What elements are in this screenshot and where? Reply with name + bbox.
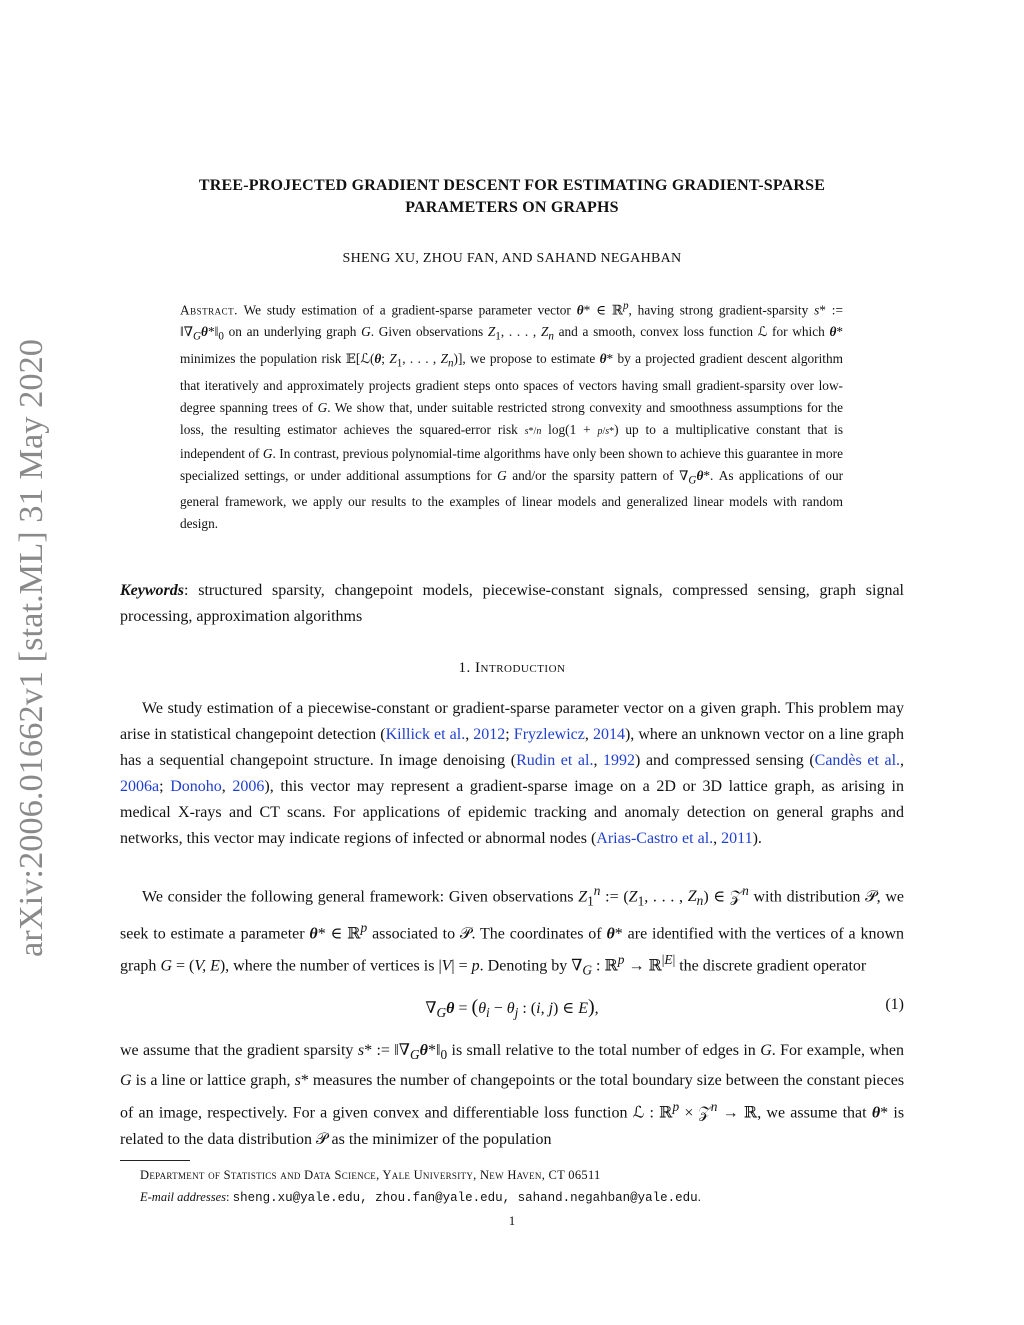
citation-year-link[interactable]: 1992: [603, 752, 636, 769]
intro-paragraph-1: We study estimation of a piecewise-constant or gradient-sparse parameter vector on a given graph. This problem may arise in statistical changepoint detection (Killick et al., 2012; Fryzlewicz, 2014), where an unknown vector on a line graph has a sequential changepoint structure. In image denoising (Rudin et al., 1992) and compressed sensing (Candès et al., 2006a; Donoho, 2006), this vector may represent a gradient-sparse image on a 2D or 3D lattice graph, as arising in medical X-rays and CT scans. For applications of epidemic tracking and anomaly detection on general graphs and networks, this vector may indicate regions of infected or abnormal nodes (Arias-Castro et al., 2011).: [120, 700, 905, 847]
abstract: Abstract. We study estimation of a gradient-sparse parameter vector θ* ∈ ℝ$^p$, having strong gradient-sparsity s* := $‖\nabla_G\theta*‖_0$ on an underlying graph G. Given observations $Z_1$, . . . , $Z_n$ and a smooth, convex loss function ℒ for which θ* minimizes the population risk 𝔼[ℒ(θ; $Z_1$, . . . , $Z_n$)], we propose to estimate θ* by a projected gradient descent algorithm that iteratively and approximately projects gradient steps onto spaces of vectors having small gradient-sparsity over low-degree spanning trees of G. We show that, under suitable restricted strong convexity and smoothness assumptions for the loss, the resulting estimator achieves the squared-error risk s*/n log(1 + p/s*) up to a multiplicative constant that is independent of G. In contrast, previous polynomial-time algorithms have only been shown to achieve this guarantee in more specialized settings, or under additional assumptions for G and/or the sparsity pattern of $\nabla_G\theta*$. As applications of our general framework, we apply our results to the examples of linear models and generalized linear models with random design.: [180, 300, 844, 532]
keywords: [120, 578, 904, 630]
email-addresses[interactable]: sheng.xu@yale.edu, zhou.fan@yale.edu, sahand.negahban@yale.edu: [232, 1191, 698, 1205]
author-list: SHENG XU, ZHOU FAN, AND SAHAND NEGAHBAN: [342, 251, 682, 266]
equation-1: [120, 996, 904, 1022]
footnote-emails: E-mail addresses: sheng.xu@yale.edu, zhou.fan@yale.edu, sahand.negahban@yale.edu.: [140, 1190, 701, 1205]
citation-link[interactable]: Arias-Castro et al.: [596, 830, 714, 847]
citation-year-link[interactable]: 2011: [721, 830, 753, 847]
title-line-2: PARAMETERS ON GRAPHS: [405, 199, 619, 216]
equation-number: (1): [885, 996, 904, 1013]
citation-link[interactable]: Rudin et al.: [516, 752, 594, 769]
footnote-affiliation: Department of Statistics and Data Science, Yale University, New Haven, CT 06511: [140, 1168, 601, 1182]
arxiv-stamp-text: arXiv:2006.01662v1 [stat.ML] 31 May 2020: [13, 346, 50, 957]
citation-year-link[interactable]: 2006: [232, 778, 265, 795]
section-heading: 1. Introduction: [458, 660, 566, 676]
abstract-label: Abstract.: [180, 302, 238, 318]
citation-link[interactable]: Fryzlewicz: [513, 726, 585, 743]
citation-year-link[interactable]: 2012: [473, 726, 506, 743]
keywords-label: Keywords: [120, 582, 184, 599]
intro-paragraph-3: we assume that the gradient sparsity s* := $‖\nabla_G\theta*‖_0$ is small relative to the total number of edges in G. For example, when G is a line or lattice graph, s* measures the number of changepoints or the total boundary size between the constant pieces of an image, respectively. For a given convex and differentiable loss function ℒ : ℝ$^p$ × 𝒵$^n$ → ℝ, we assume that θ* is related to the data distribution 𝒫 as the minimizer of the population: [120, 1042, 905, 1148]
citation-year-link[interactable]: 2006a: [120, 778, 160, 795]
footnote-rule: [120, 1160, 190, 1161]
citation-link[interactable]: Candès et al.: [814, 752, 901, 769]
arxiv-stamp: [8, 337, 52, 957]
citation-link[interactable]: Donoho: [170, 778, 222, 795]
title-line-1: TREE-PROJECTED GRADIENT DESCENT FOR ESTIMATING GRADIENT-SPARSE: [198, 177, 826, 194]
paper-title: [100, 175, 924, 219]
email-label: E-mail addresses: [140, 1190, 226, 1204]
citation-link[interactable]: Killick et al.: [385, 726, 466, 743]
intro-paragraph-2: We consider the following general framework: Given observations $Z_1^n$ := ($Z_1$, . . . , $Z_n$) ∈ 𝒵$^n$ with distribution 𝒫, we seek to estimate a parameter θ* ∈ ℝ$^p$ associated to 𝒫. The coordinates of θ* are identified with the vertices of a known graph G = (V, E), where the number of vertices is |V| = p. Denoting by $\nabla_G$ : ℝ$^p$ → ℝ$^{|E|}$ the discrete gradient operator: [120, 883, 905, 978]
page-number: 1: [508, 1213, 516, 1228]
keywords-list: : structured sparsity, changepoint models, piecewise-constant signals, compressed sensing, graph signal processing, approximation algorithms: [120, 582, 904, 625]
equation-body: $\nabla_G\theta = (\theta_i - \theta_j$ : (i, j) ∈ E),: [425, 996, 599, 1021]
citation-year-link[interactable]: 2014: [592, 726, 625, 743]
